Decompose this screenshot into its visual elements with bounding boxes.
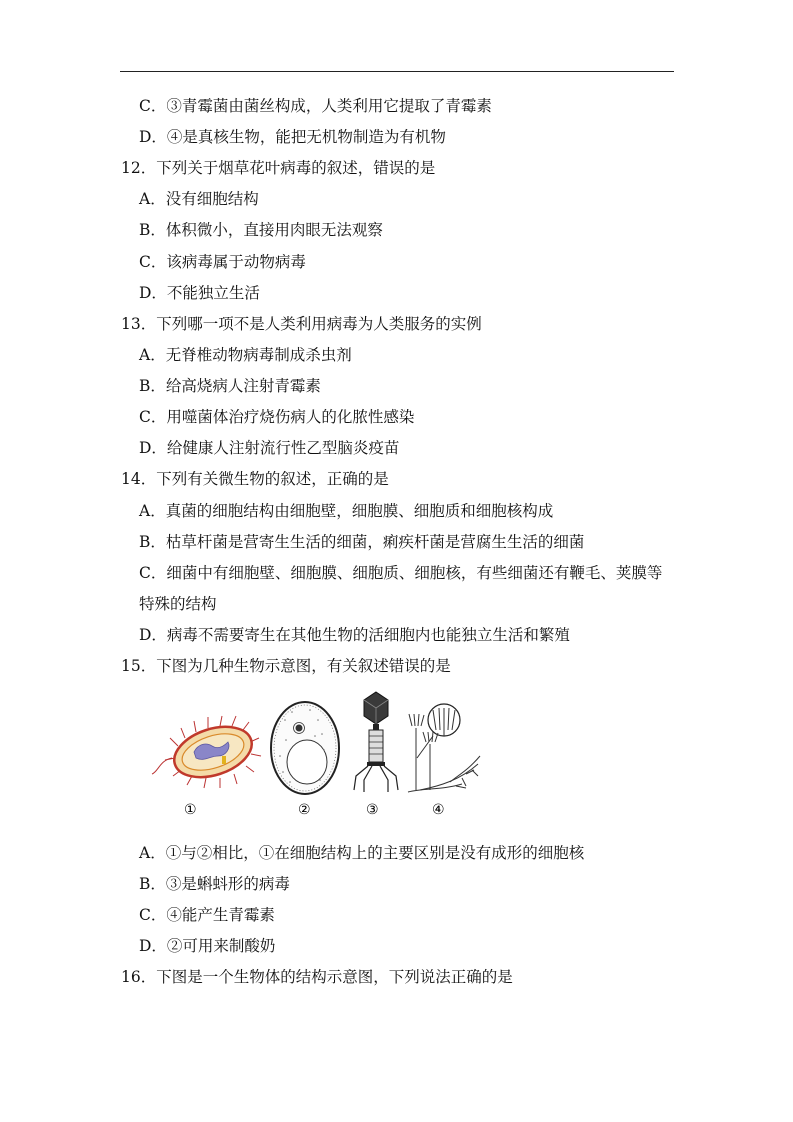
question-14: 14．下列有关微生物的叙述，正确的是 <box>121 470 389 488</box>
q15-option-d: D．②可用来制酸奶 <box>139 937 276 955</box>
organisms-illustration <box>150 690 490 820</box>
q12-option-a: A．没有细胞结构 <box>139 190 259 208</box>
q13-option-d: D．给健康人注射流行性乙型脑炎疫苗 <box>139 439 400 457</box>
figure-label-2: ② <box>298 802 311 818</box>
header-rule <box>120 71 674 72</box>
q15-option-c: C．④能产生青霉素 <box>139 906 275 924</box>
q11-option-d: D．④是真核生物，能把无机物制造为有机物 <box>139 128 446 146</box>
q15-option-a: A．①与②相比，①在细胞结构上的主要区别是没有成形的细胞核 <box>139 844 585 862</box>
figure-label-1: ① <box>184 802 197 818</box>
question-13: 13．下列哪一项不是人类利用病毒为人类服务的实例 <box>121 315 482 333</box>
q14-option-a: A．真菌的细胞结构由细胞壁，细胞膜、细胞质和细胞核构成 <box>139 502 554 520</box>
figure-label-4: ④ <box>432 802 445 818</box>
yeast-cell-drawing <box>271 702 339 794</box>
q14-option-b: B．枯草杆菌是营寄生生活的细菌，痢疾杆菌是营腐生生活的细菌 <box>139 533 585 551</box>
question-12: 12．下列关于烟草花叶病毒的叙述，错误的是 <box>121 159 436 177</box>
q13-option-a: A．无脊椎动物病毒制成杀虫剂 <box>139 346 352 364</box>
q13-option-b: B．给高烧病人注射青霉素 <box>139 377 321 395</box>
figure-label-3: ③ <box>366 802 379 818</box>
q14-option-d: D．病毒不需要寄生在其他生物的活细胞内也能独立生活和繁殖 <box>139 626 570 644</box>
q12-option-c: C．该病毒属于动物病毒 <box>139 253 306 271</box>
q14-option-c: C．细菌中有细胞壁、细胞膜、细胞质、细胞核，有些细菌还有鞭毛、荚膜等 <box>139 564 663 582</box>
q14-option-c-continued: 特殊的结构 <box>139 595 217 613</box>
q12-option-d: D．不能独立生活 <box>139 284 260 302</box>
question-16: 16．下图是一个生物体的结构示意图，下列说法正确的是 <box>121 968 513 986</box>
bacteriophage-drawing <box>354 692 398 792</box>
q15-option-b: B．③是蝌蚪形的病毒 <box>139 875 290 893</box>
q13-option-c: C．用噬菌体治疗烧伤病人的化脓性感染 <box>139 408 415 426</box>
organisms-figure <box>150 690 490 820</box>
q12-option-b: B．体积微小，直接用肉眼无法观察 <box>139 221 383 239</box>
q11-option-c: C．③青霉菌由菌丝构成，人类利用它提取了青霉素 <box>139 97 492 115</box>
bacterium-drawing <box>152 716 261 788</box>
question-15: 15．下图为几种生物示意图，有关叙述错误的是 <box>121 657 451 675</box>
penicillium-drawing <box>408 704 480 792</box>
